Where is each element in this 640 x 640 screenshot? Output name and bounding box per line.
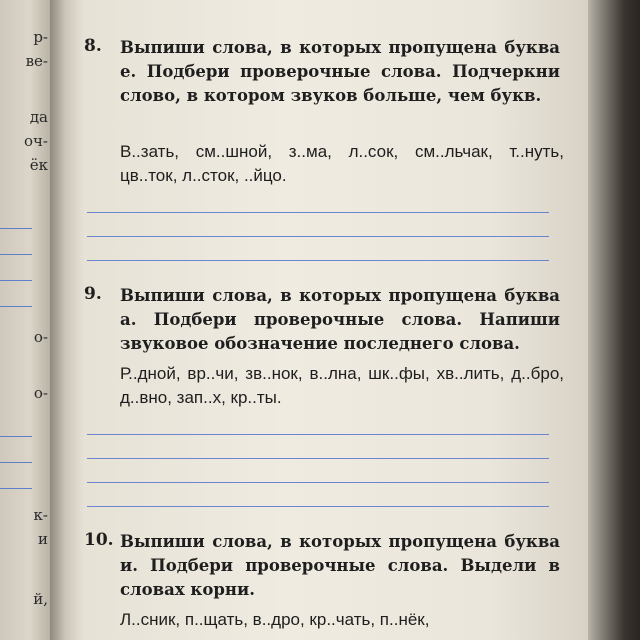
- answer-line[interactable]: [87, 260, 549, 261]
- left-page-fragment: о-: [33, 384, 48, 402]
- answer-line[interactable]: [87, 506, 549, 507]
- left-page-fragment: о-: [33, 328, 48, 346]
- answer-line[interactable]: [87, 236, 549, 237]
- book-gutter: [50, 0, 84, 640]
- exercise-word-list: В..зать, см..шной, з..ма, л..сок, см..льчак, т..нуть, цв..ток, л..сток, ..йцо.: [120, 142, 564, 185]
- exercise-instruction: Выпиши слова, в которых пропущена буква е. Подбери проверочные слова. Подчеркни слово, в котором звуков больше, чем букв.: [120, 38, 560, 105]
- exercise-number: 10.: [84, 530, 114, 550]
- left-page-ruled-line: [0, 488, 32, 489]
- answer-line[interactable]: [87, 458, 549, 459]
- left-page-fragment: й,: [33, 590, 48, 608]
- left-page-fragment: ве-: [25, 52, 48, 70]
- left-page-ruled-line: [0, 228, 32, 229]
- exercise-instruction: Выпиши слова, в которых пропущена буква и. Подбери проверочные слова. Выдели в словах корни.: [120, 532, 560, 599]
- workbook-page: [84, 0, 588, 640]
- answer-line[interactable]: [87, 212, 549, 213]
- exercise-number: 9.: [84, 284, 102, 304]
- left-page-ruled-line: [0, 462, 32, 463]
- left-page-ruled-line: [0, 306, 32, 307]
- exercise-word-list: Р..дной, вр..чи, зв..нок, в..лна, шк..фы, хв..лить, д..бро, д..вно, зап..х, кр..ты.: [120, 364, 564, 407]
- left-page-fragment: оч-: [23, 132, 48, 150]
- left-page-fragment: ёк: [29, 156, 48, 174]
- left-page-fragment: и: [38, 530, 48, 548]
- answer-line[interactable]: [87, 482, 549, 483]
- exercise-instruction: Выпиши слова, в которых пропущена буква а. Подбери проверочные слова. Напиши звуковое обозначение последнего слова.: [120, 286, 560, 353]
- exercise-number: 8.: [84, 36, 102, 56]
- left-page-fragment: да: [29, 108, 48, 126]
- left-page-ruled-line: [0, 280, 32, 281]
- left-page-fragment: р-: [33, 28, 48, 46]
- left-page-ruled-line: [0, 254, 32, 255]
- left-page-fragment: к-: [33, 506, 48, 524]
- exercise-word-list: Л..сник, п..щать, в..дро, кр..чать, п..нёк,: [120, 610, 430, 629]
- left-page-ruled-line: [0, 436, 32, 437]
- answer-line[interactable]: [87, 434, 549, 435]
- page-edge-shadow: [588, 0, 640, 640]
- left-page: [0, 0, 50, 640]
